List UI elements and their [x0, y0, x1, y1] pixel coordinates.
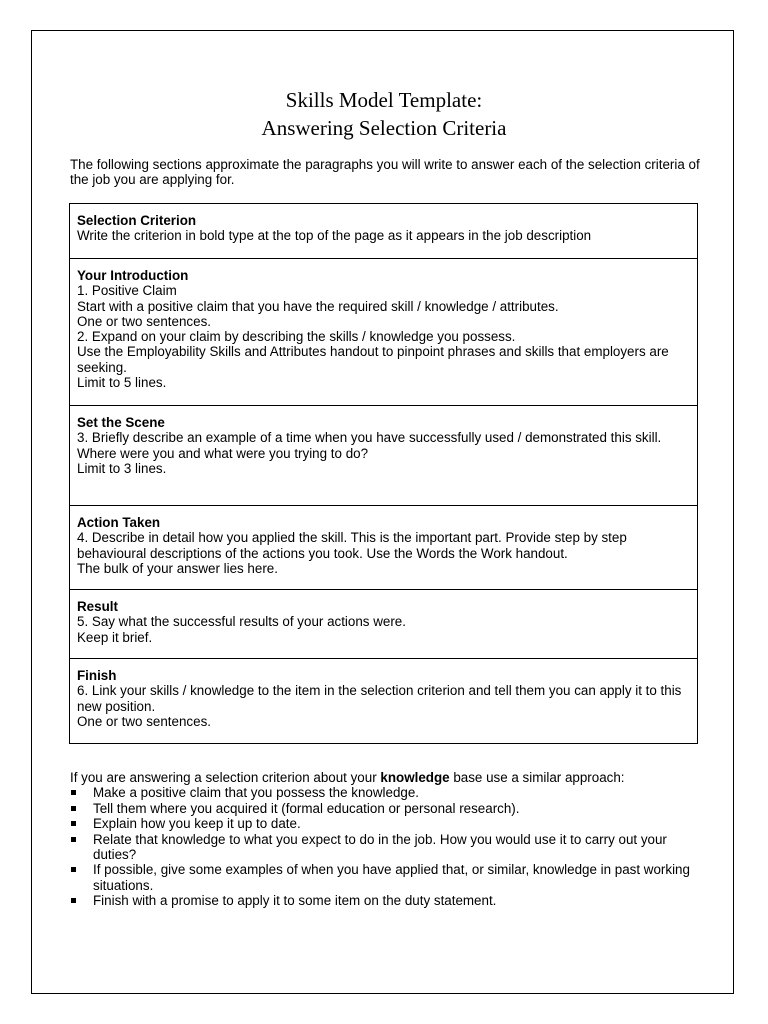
section-heading: Action Taken — [77, 515, 161, 530]
square-bullet-icon — [71, 806, 76, 811]
section-line: 2. Expand on your claim by describing the skills / knowledge you possess. — [77, 329, 516, 345]
list-item-text: Tell them where you acquired it (formal education or personal research). — [93, 800, 520, 816]
square-bullet-icon — [71, 898, 76, 903]
section-set-the-scene — [70, 405, 697, 505]
intro-paragraph: The following sections approximate the paragraphs you will write to answer each of the selection criteria of the job you are applying for. — [70, 157, 700, 188]
section-line: 5. Say what the successful results of your actions were. — [77, 614, 406, 630]
section-line: Keep it brief. — [77, 629, 153, 645]
square-bullet-icon — [71, 867, 76, 872]
list-item-text: Finish with a promise to apply it to some item on the duty statement. — [93, 893, 497, 909]
section-line: One or two sentences. — [77, 313, 211, 329]
section-heading: Result — [77, 599, 118, 614]
section-finish — [70, 658, 697, 743]
knowledge-intro — [70, 770, 700, 785]
criteria-table — [69, 203, 698, 744]
section-action-taken — [70, 505, 697, 589]
section-line: Where were you and what were you trying to do? — [77, 445, 369, 461]
section-line: Write the criterion in bold type at the top of the page as it appears in the job description — [77, 228, 592, 244]
knowledge-intro-after: base use a similar approach: — [449, 770, 625, 785]
list-item-text: Relate that knowledge to what you expect to do in the job. How you would use it to carry out your duties? — [93, 831, 667, 863]
section-line: Limit to 3 lines. — [77, 460, 167, 476]
section-your-introduction — [70, 258, 697, 405]
section-line: Start with a positive claim that you have the required skill / knowledge / attributes. — [77, 298, 559, 314]
section-line: Limit to 5 lines. — [77, 375, 167, 391]
knowledge-bullet-list — [70, 785, 700, 908]
knowledge-intro-before: If you are answering a selection criterion about your — [70, 770, 381, 785]
section-result — [70, 589, 697, 658]
title-line-2: Answering Selection Criteria — [261, 116, 507, 140]
list-item — [70, 801, 700, 816]
section-line: 1. Positive Claim — [77, 283, 177, 299]
square-bullet-icon — [71, 821, 76, 826]
section-line: 6. Link your skills / knowledge to the item in the selection criterion and tell them you can apply it to this new position. — [77, 683, 682, 714]
list-item — [70, 893, 700, 908]
knowledge-keyword: knowledge — [380, 770, 450, 785]
section-heading: Set the Scene — [77, 415, 165, 430]
list-item-text: Explain how you keep it up to date. — [93, 816, 301, 832]
list-item-text: Make a positive claim that you possess the knowledge. — [93, 785, 420, 801]
section-selection-criterion — [70, 204, 697, 258]
section-line: The bulk of your answer lies here. — [77, 560, 278, 576]
section-heading: Finish — [77, 668, 117, 683]
list-item — [70, 832, 700, 863]
section-line: 3. Briefly describe an example of a time when you have successfully used / demonstrated this skill. — [77, 430, 662, 446]
title-line-1: Skills Model Template: — [285, 88, 483, 112]
list-item — [70, 785, 700, 800]
square-bullet-icon — [71, 790, 76, 795]
section-line: One or two sentences. — [77, 713, 211, 729]
list-item — [70, 816, 700, 831]
section-line: 4. Describe in detail how you applied the skill. This is the important part. Provide step by step behavioural descriptions of the actions you took. Use the Words the Work handout. — [77, 530, 627, 561]
square-bullet-icon — [71, 837, 76, 842]
section-heading: Selection Criterion — [77, 213, 197, 228]
list-item-text: If possible, give some examples of when you have applied that, or similar, knowledge in past working situations. — [93, 862, 690, 893]
list-item — [70, 862, 700, 893]
section-heading: Your Introduction — [77, 268, 189, 283]
document-title — [0, 86, 768, 142]
knowledge-section — [70, 770, 700, 909]
section-line: Use the Employability Skills and Attributes handout to pinpoint phrases and skills that employers are seeking. — [77, 344, 669, 375]
